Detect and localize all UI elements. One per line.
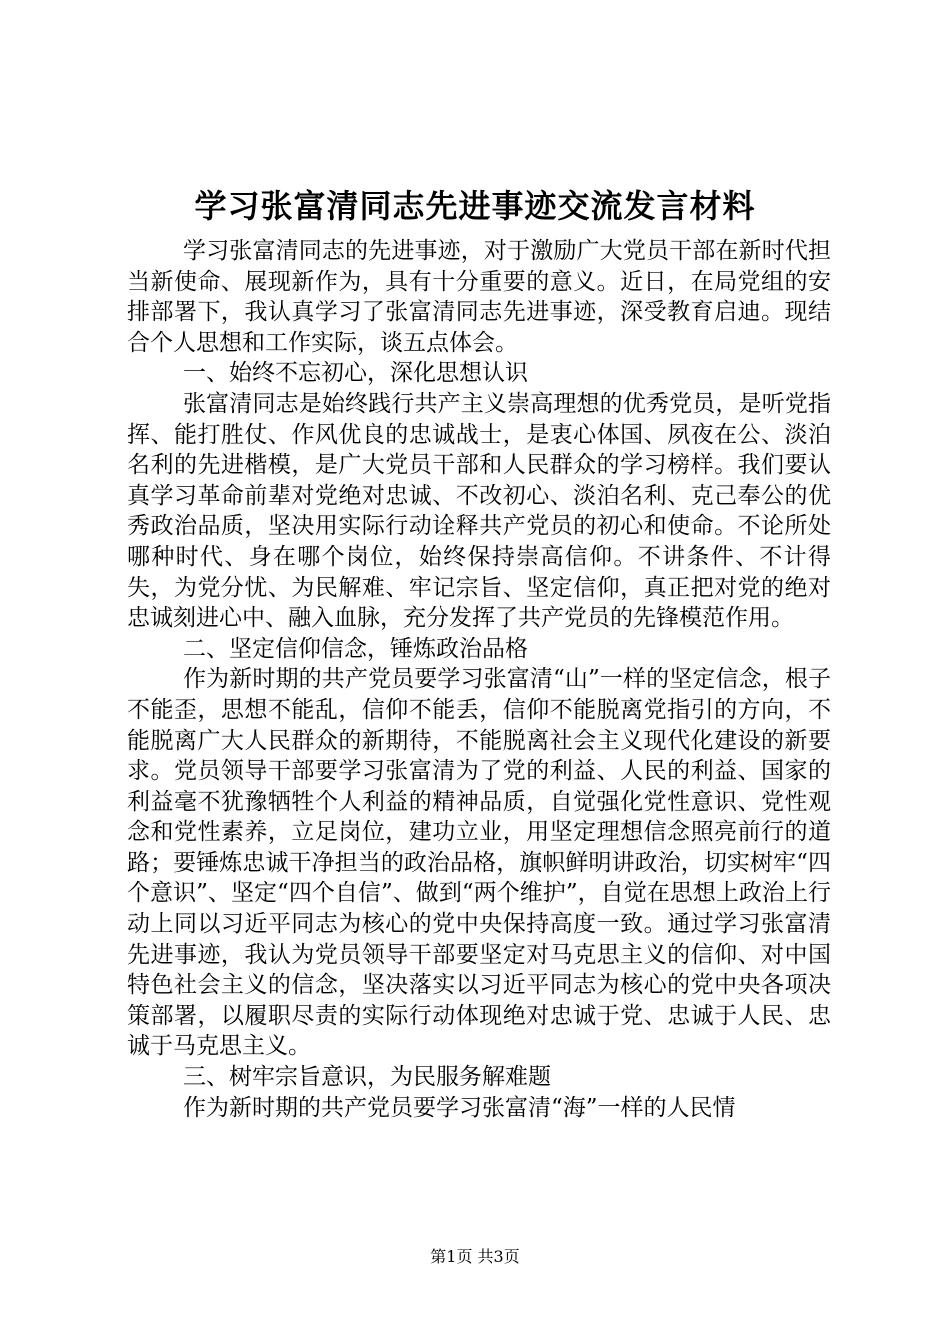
section-heading-2: 二、坚定信仰信念，锤炼政治品格 bbox=[183, 635, 528, 662]
paragraph-intro: 学习张富清同志的先进事迹，对于激励广大党员干部在新时代担当新使命、展现新作为，具有十分重要的意义。近日，在局党组的安排部署下，我认真学习了张富清同志先进事迹，深受教育启迪。现结合个人思想和工作实际，谈五点体会。 bbox=[127, 238, 831, 356]
page-footer: 第1页 共3页 bbox=[430, 1247, 520, 1266]
section-heading-3: 三、树牢宗旨意识，为民服务解难题 bbox=[183, 1064, 551, 1091]
section-heading-1: 一、始终不忘初心，深化思想认识 bbox=[183, 360, 528, 387]
paragraph-section-1: 张富清同志是始终践行共产主义崇高理想的优秀党员，是听党指挥、能打胜仗、作风优良的忠诚战士，是衷心体国、夙夜在公、淡泊名利的先进楷模，是广大党员干部和人民群众的学习榜样。我们要认真学习革命前辈对党绝对忠诚、不改初心、淡泊名利、克己奉公的优秀政治品质，坚决用实际行动诠释共产党员的初心和使命。不论所处哪种时代、身在哪个岗位，始终保持崇高信仰。不讲条件、不计得失，为党分忧、为民解难、牢记宗旨、坚定信仰，真正把对党的绝对忠诚刻进心中、融入血脉，充分发挥了共产党员的先锋模范作用。 bbox=[127, 390, 831, 632]
paragraph-section-3: 作为新时期的共产党员要学习张富清“海”一样的人民情 bbox=[183, 1094, 736, 1121]
document-body bbox=[127, 236, 831, 1123]
document-title: 学习张富清同志先进事迹交流发言材料 bbox=[194, 187, 756, 225]
paragraph-section-2: 作为新时期的共产党员要学习张富清“山”一样的坚定信念，根子不能歪，思想不能乱，信仰不能丢，信仰不能脱离党指引的方向，不能脱离广大人民群众的新期待，不能脱离社会主义现代化建设的新要求。党员领导干部要学习张富清为了党的利益、人民的利益、国家的利益毫不犹豫牺牲个人利益的精神品质，自觉强化党性意识、党性观念和党性素养，立足岗位，建功立业，用坚定理想信念照亮前行的道路；要锤炼忠诚干净担当的政治品格，旗帜鲜明讲政治，切实树牢“四个意识”、坚定“四个自信”、做到“两个维护”，自觉在思想上政治上行动上同以习近平同志为核心的党中央保持高度一致。通过学习张富清先进事迹，我认为党员领导干部要坚定对马克思主义的信仰、对中国特色社会主义的信念，坚决落实以习近平同志为核心的党中央各项决策部署，以履职尽责的实际行动体现绝对忠诚于党、忠诚于人民、忠诚于马克思主义。 bbox=[127, 666, 831, 1060]
